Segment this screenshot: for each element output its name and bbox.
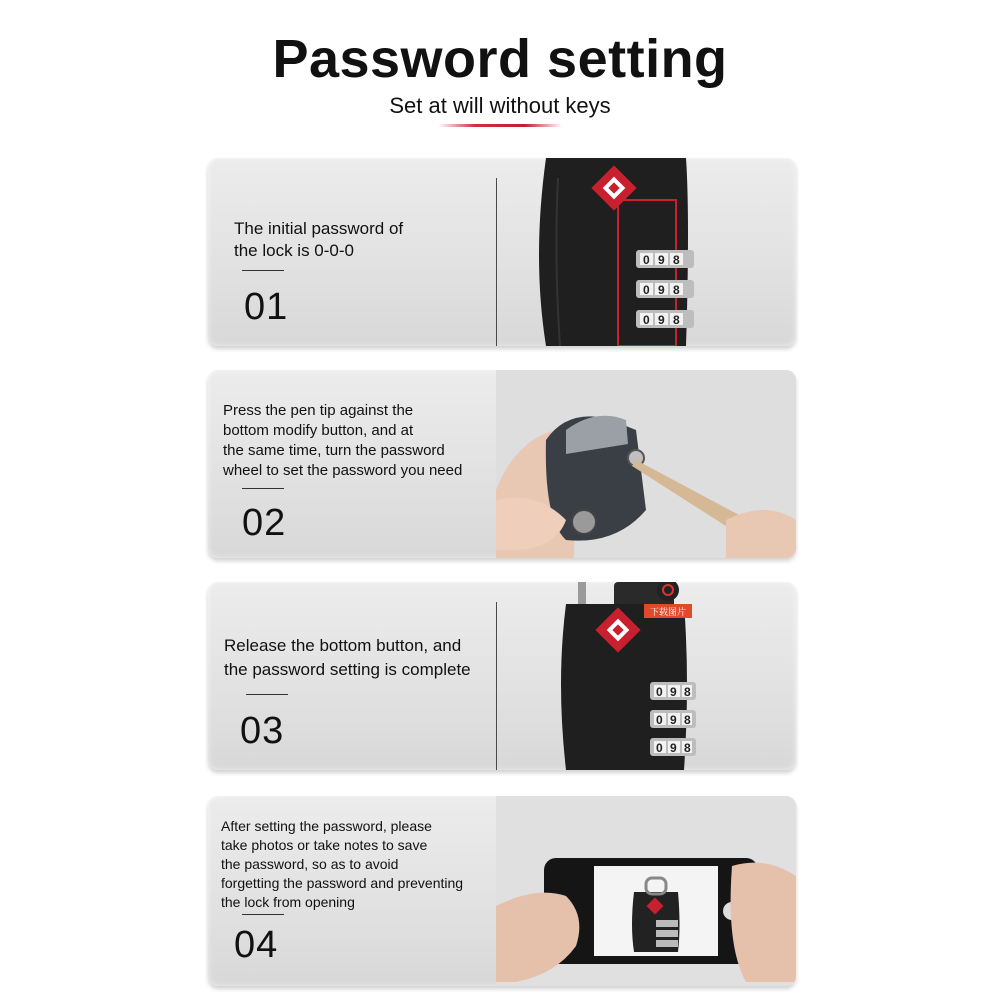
- svg-text:9: 9: [658, 283, 665, 297]
- step-2-description: [223, 401, 462, 481]
- download-badge-label: 下载图片: [649, 608, 687, 618]
- phone-photographing-lock: [496, 796, 796, 986]
- svg-text:9: 9: [658, 313, 665, 327]
- step-4-separator: [242, 914, 284, 915]
- step-3-description: [224, 634, 471, 682]
- step-card-4: [208, 796, 796, 986]
- svg-text:8: 8: [684, 713, 691, 727]
- step-3-image: [496, 582, 796, 770]
- svg-text:8: 8: [673, 283, 680, 297]
- lock-front-photo: [496, 582, 796, 770]
- page-subtitle: Set at will without keys: [389, 93, 611, 118]
- step-1-line-2: the lock is 0-0-0: [234, 241, 354, 260]
- svg-text:9: 9: [670, 713, 677, 727]
- step-1-line-1: The initial password of: [234, 219, 404, 238]
- svg-text:0: 0: [656, 741, 663, 755]
- step-3-line-1: Release the bottom button, and: [224, 636, 462, 655]
- step-4-number: 04: [234, 924, 279, 966]
- svg-text:8: 8: [684, 741, 691, 755]
- step-2-line-1: Press the pen tip against the: [223, 402, 414, 419]
- step-1-description: [234, 218, 403, 262]
- svg-text:0: 0: [643, 283, 650, 297]
- svg-text:9: 9: [670, 685, 677, 699]
- step-1-separator: [242, 270, 284, 271]
- step-4-image: [496, 796, 796, 986]
- step-2-image: [496, 370, 796, 558]
- step-4-line-5: the lock from opening: [221, 894, 355, 910]
- svg-text:8: 8: [673, 253, 680, 267]
- step-4-line-4: forgetting the password and preventing: [221, 875, 464, 891]
- step-card-2: [208, 370, 796, 558]
- svg-text:0: 0: [643, 253, 650, 267]
- svg-text:0: 0: [656, 685, 663, 699]
- step-2-separator: [242, 488, 284, 489]
- pen-pressing-button-photo: [496, 370, 796, 558]
- lock-wheels-illustration: [496, 158, 796, 346]
- step-2-line-2: bottom modify button, and at: [223, 422, 414, 439]
- step-1-image: [496, 158, 796, 346]
- step-4-line-3: the password, so as to avoid: [221, 856, 399, 872]
- step-4-line-2: take photos or take notes to save: [221, 837, 428, 853]
- svg-text:8: 8: [684, 685, 691, 699]
- step-card-1: [208, 158, 796, 346]
- step-2-line-3: the same time, turn the password: [223, 442, 445, 459]
- step-2-number: 02: [242, 502, 287, 544]
- step-3-separator: [246, 694, 288, 695]
- svg-text:9: 9: [658, 253, 665, 267]
- step-4-description: [221, 817, 463, 912]
- svg-text:9: 9: [670, 741, 677, 755]
- step-2-line-4: wheel to set the password you need: [223, 462, 463, 479]
- svg-text:0: 0: [656, 713, 663, 727]
- svg-text:8: 8: [673, 313, 680, 327]
- step-1-number: 01: [244, 286, 289, 328]
- step-3-number: 03: [240, 710, 285, 752]
- svg-text:0: 0: [643, 313, 650, 327]
- subtitle-underline: [438, 124, 562, 127]
- step-4-line-1: After setting the password, please: [221, 818, 432, 834]
- step-card-3: [208, 582, 796, 770]
- page-title: Password setting: [272, 29, 728, 89]
- step-3-line-2: the password setting is complete: [224, 660, 471, 679]
